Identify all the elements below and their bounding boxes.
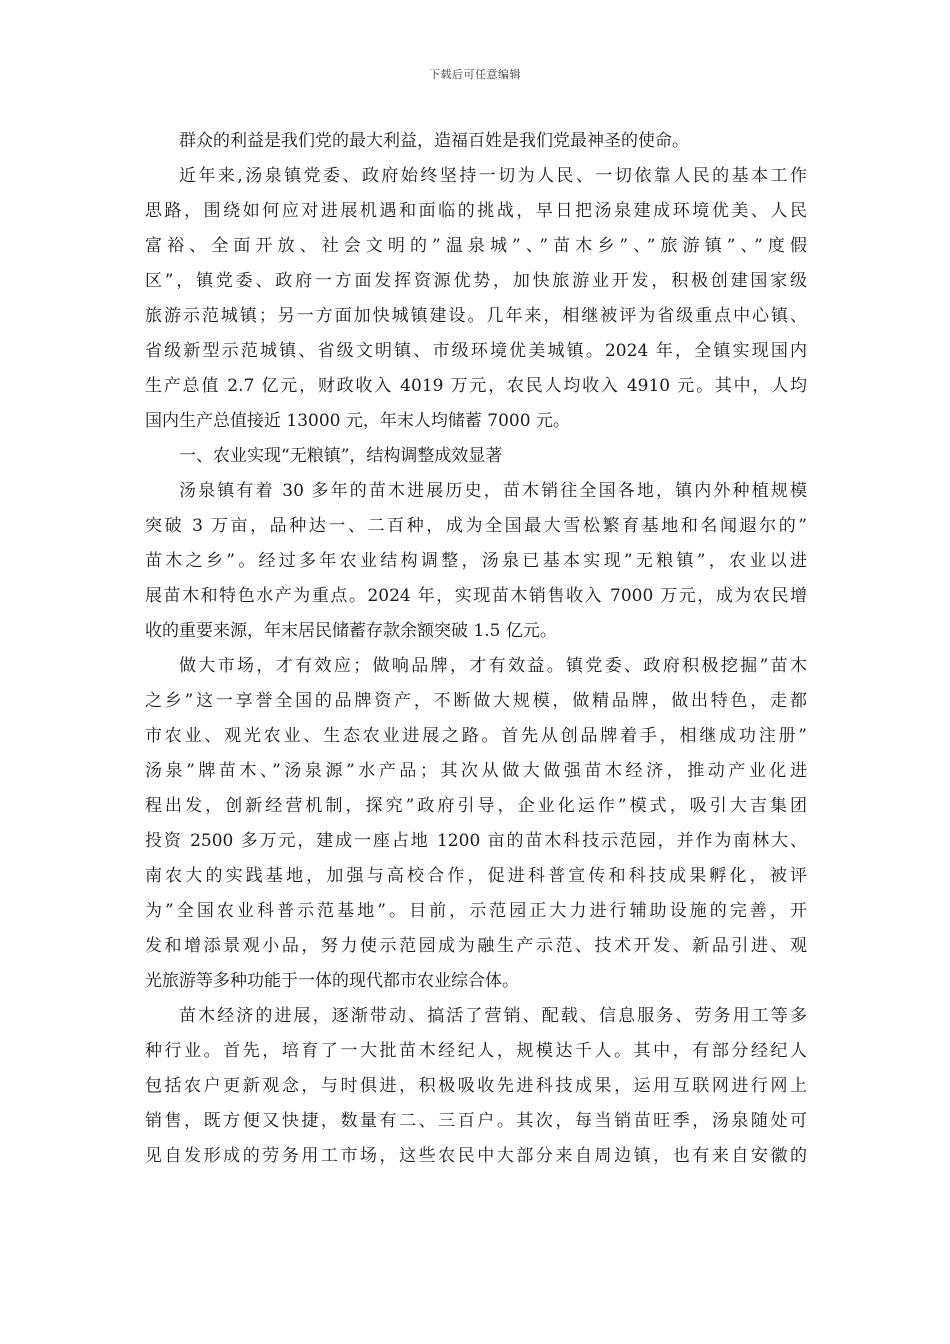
text-line: 近年来,汤泉镇党委、政府始终坚持一切为人民、一切依靠人民的基本工作 xyxy=(179,166,807,186)
text-line: 国内生产总值接近 13000 元，年末人均储蓄 7000 元。 xyxy=(145,411,570,431)
text-line: 省级新型示范城镇、省级文明镇、市级环境优美城镇。2024 年，全镇实现国内 xyxy=(145,341,807,361)
text-line: 程出发，创新经营机制，探究”政府引导，企业化运作”模式，吸引大吉集团 xyxy=(145,796,807,816)
text-line: 收的重要来源，年末居民储蓄存款余额突破 1.5 亿元。 xyxy=(145,621,557,641)
text-line: 突破 3 万亩，品种达一、二百种，成为全国最大雪松繁育基地和名闻遐尔的” xyxy=(145,516,807,536)
text-line: 市农业、观光农业、生态农业进展之路。首先从创品牌着手，相继成功注册” xyxy=(145,726,807,746)
text-line: 销售，既方便又快捷，数量有二、三百户。其次，每当销苗旺季，汤泉随处可 xyxy=(145,1111,807,1131)
text-line: 苗木之乡”。经过多年农业结构调整，汤泉已基本实现”无粮镇”，农业以进 xyxy=(145,551,807,571)
text-line: 为”全国农业科普示范基地”。目前，示范园正大力进行辅助设施的完善，开 xyxy=(145,901,807,921)
text-line: 群众的利益是我们党的最大利益，造福百姓是我们党最神圣的使命。 xyxy=(179,131,689,151)
text-line: 南农大的实践基地，加强与高校合作，促进科普宣传和科技成果孵化，被评 xyxy=(145,866,807,886)
text-line: 投资 2500 多万元，建成一座占地 1200 亩的苗木科技示范园，并作为南林大、 xyxy=(145,831,807,851)
text-line: 汤泉镇有着 30 多年的苗木进展历史，苗木销往全国各地，镇内外种植规模 xyxy=(179,481,807,501)
text-line: 思路，围绕如何应对进展机遇和面临的挑战，早日把汤泉建成环境优美、人民 xyxy=(145,201,807,221)
text-line: 一、农业实现“无粮镇”，结构调整成效显著 xyxy=(179,446,503,466)
text-line: 见自发形成的劳务用工市场，这些农民中大部分来自周边镇，也有来自安徽的 xyxy=(145,1146,807,1166)
text-line: 展苗木和特色水产为重点。2024 年，实现苗木销售收入 7000 万元，成为农民增 xyxy=(145,586,807,606)
page-header-note: 下载后可任意编辑 xyxy=(429,68,521,81)
text-line: 光旅游等多种功能于一体的现代都市农业综合体。 xyxy=(145,971,519,991)
document-body xyxy=(145,124,807,1174)
text-line: 之乡”这一享誉全国的品牌资产，不断做大规模，做精品牌，做出特色，走都 xyxy=(145,691,807,711)
text-line: 苗木经济的进展，逐渐带动、搞活了营销、配载、信息服务、劳务用工等多 xyxy=(179,1006,807,1026)
text-line: 富裕、全面开放、社会文明的”温泉城”、”苗木乡”、”旅游镇”、”度假 xyxy=(145,236,807,256)
text-line: 做大市场，才有效应；做响品牌，才有效益。镇党委、政府积极挖掘”苗木 xyxy=(179,656,807,676)
text-line: 包括农户更新观念，与时俱进，积极吸收先进科技成果，运用互联网进行网上 xyxy=(145,1076,807,1096)
text-line: 种行业。首先，培育了一大批苗木经纪人，规模达千人。其中，有部分经纪人 xyxy=(145,1041,807,1061)
text-line: 生产总值 2.7 亿元，财政收入 4019 万元，农民人均收入 4910 元。其中，人均 xyxy=(145,376,807,396)
text-line: 旅游示范城镇；另一方面加快城镇建设。几年来，相继被评为省级重点中心镇、 xyxy=(145,306,807,326)
text-line: 区”，镇党委、政府一方面发挥资源优势，加快旅游业开发，积极创建国家级 xyxy=(145,271,807,291)
text-line: 发和增添景观小品，努力使示范园成为融生产示范、技术开发、新品引进、观 xyxy=(145,936,807,956)
text-line: 汤泉”牌苗木、”汤泉源”水产品；其次从做大做强苗木经济，推动产业化进 xyxy=(145,761,807,781)
